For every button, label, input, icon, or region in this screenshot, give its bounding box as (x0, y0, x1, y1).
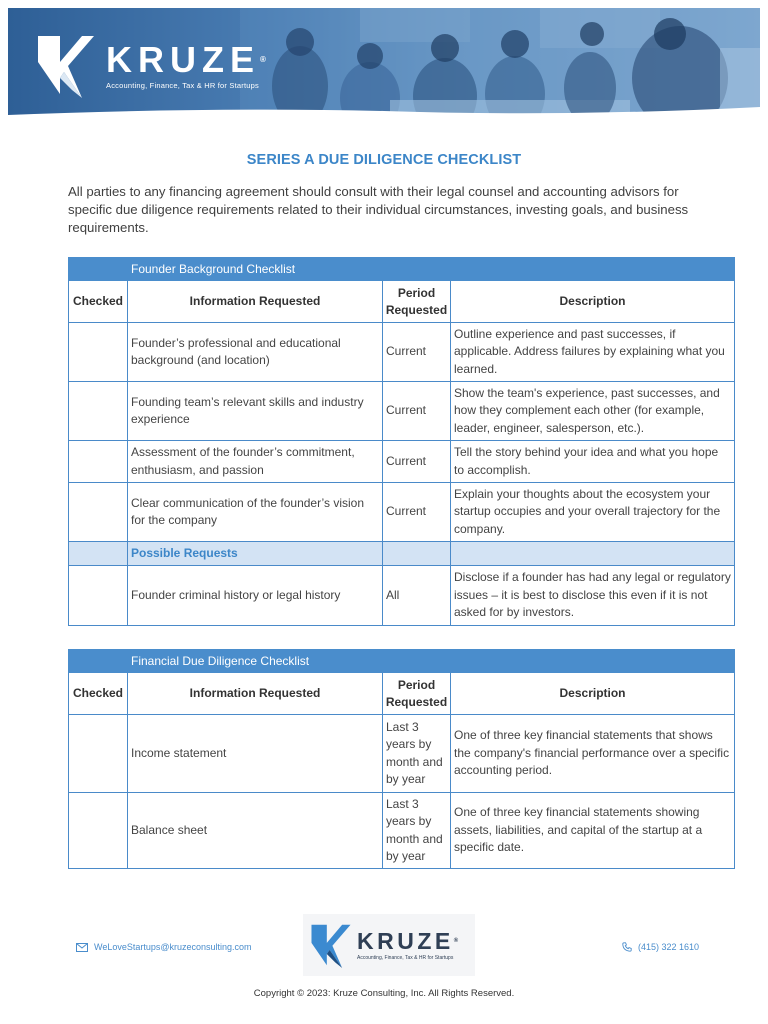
table-heading-row (69, 258, 735, 281)
col-checked: Checked (69, 673, 128, 715)
table-row (69, 323, 735, 382)
table-row (69, 566, 735, 626)
col-period: Period Requested (383, 673, 451, 715)
table-row (69, 483, 735, 542)
table-heading: Founder Background Checklist (128, 258, 735, 281)
description-cell: Explain your thoughts about the ecosystem your startup occupies and your overall trajectory for the company. (451, 483, 735, 542)
col-description: Description (451, 281, 735, 323)
description-cell: One of three key financial statements that shows the company's financial performance over a specific accounting period. (451, 715, 735, 793)
info-cell: Clear communication of the founder’s vision for the company (128, 483, 383, 542)
description-cell: Outline experience and past successes, if applicable. Address failures by explaining what you learned. (451, 323, 735, 382)
phone-icon (622, 942, 632, 952)
financial-due-diligence-table (68, 649, 735, 869)
checked-cell[interactable] (69, 793, 128, 869)
period-cell: Current (383, 483, 451, 542)
footer-phone[interactable] (622, 942, 699, 952)
info-cell: Founding team’s relevant skills and industry experience (128, 382, 383, 441)
info-cell: Assessment of the founder’s commitment, enthusiasm, and passion (128, 441, 383, 483)
table-row (69, 715, 735, 793)
checked-cell[interactable] (69, 323, 128, 382)
founder-background-table (68, 257, 735, 626)
col-description: Description (451, 673, 735, 715)
banner-logo (38, 32, 266, 98)
phone-link[interactable]: (415) 322 1610 (638, 942, 700, 952)
header-banner (8, 8, 760, 118)
table-row (69, 382, 735, 441)
period-cell: Current (383, 323, 451, 382)
period-cell: Current (383, 382, 451, 441)
page-title: SERIES A DUE DILIGENCE CHECKLIST (246, 152, 522, 168)
kruze-k-logo-icon (311, 922, 351, 968)
col-checked: Checked (69, 281, 128, 323)
column-header-row (69, 673, 735, 715)
checked-cell[interactable] (69, 483, 128, 542)
footer-logo (303, 914, 475, 976)
info-cell: Balance sheet (128, 793, 383, 869)
period-cell: Last 3 years by month and by year (383, 715, 451, 793)
table-row (69, 441, 735, 483)
banner-photo (240, 8, 760, 118)
description-cell: Tell the story behind your idea and what you hope to accomplish. (451, 441, 735, 483)
description-cell: Disclose if a founder has had any legal or regulatory issues – it is best to disclose this even if it is not asked for by investors. (451, 566, 735, 626)
col-info: Information Requested (128, 673, 383, 715)
column-header-row (69, 281, 735, 323)
table-heading-row (69, 650, 735, 673)
logo-tagline: Accounting, Finance, Tax & HR for Startups (106, 80, 259, 90)
intro-paragraph: All parties to any financing agreement should consult with their legal counsel and accounting advisors for specific due diligence requirements related to their individual circumstances, investing goals, and business requirements. (68, 184, 689, 235)
possible-requests-row (69, 542, 735, 566)
envelope-icon (76, 943, 88, 952)
checked-cell[interactable] (69, 715, 128, 793)
period-cell: Current (383, 441, 451, 483)
checked-cell[interactable] (69, 566, 128, 626)
footer-logo-wordmark: KRUZE® (357, 928, 459, 954)
footer-logo-tagline: Accounting, Finance, Tax & HR for Startups (357, 955, 454, 961)
footer-email[interactable] (76, 942, 252, 952)
table-row (69, 793, 735, 869)
logo-wordmark: KRUZE® (106, 38, 266, 80)
period-cell: Last 3 years by month and by year (383, 793, 451, 869)
email-link[interactable]: WeLoveStartups@kruzeconsulting.com (94, 942, 252, 952)
description-cell: Show the team's experience, past successes, and how they complement each other (for example, leader, engineer, salesperson, etc.). (451, 382, 735, 441)
info-cell: Income statement (128, 715, 383, 793)
col-info: Information Requested (128, 281, 383, 323)
checked-cell[interactable] (69, 441, 128, 483)
possible-requests-label: Possible Requests (128, 542, 383, 566)
kruze-k-logo-icon (38, 32, 94, 98)
copyright: Copyright © 2023: Kruze Consulting, Inc. All Rights Reserved. (253, 988, 515, 999)
col-period: Period Requested (383, 281, 451, 323)
description-cell: One of three key financial statements showing assets, liabilities, and capital of the startup at a specific date. (451, 793, 735, 869)
info-cell: Founder’s professional and educational background (and location) (128, 323, 383, 382)
checked-cell[interactable] (69, 382, 128, 441)
banner-wave (8, 105, 760, 118)
table-heading: Financial Due Diligence Checklist (128, 650, 735, 673)
period-cell: All (383, 566, 451, 626)
info-cell: Founder criminal history or legal history (128, 566, 383, 626)
